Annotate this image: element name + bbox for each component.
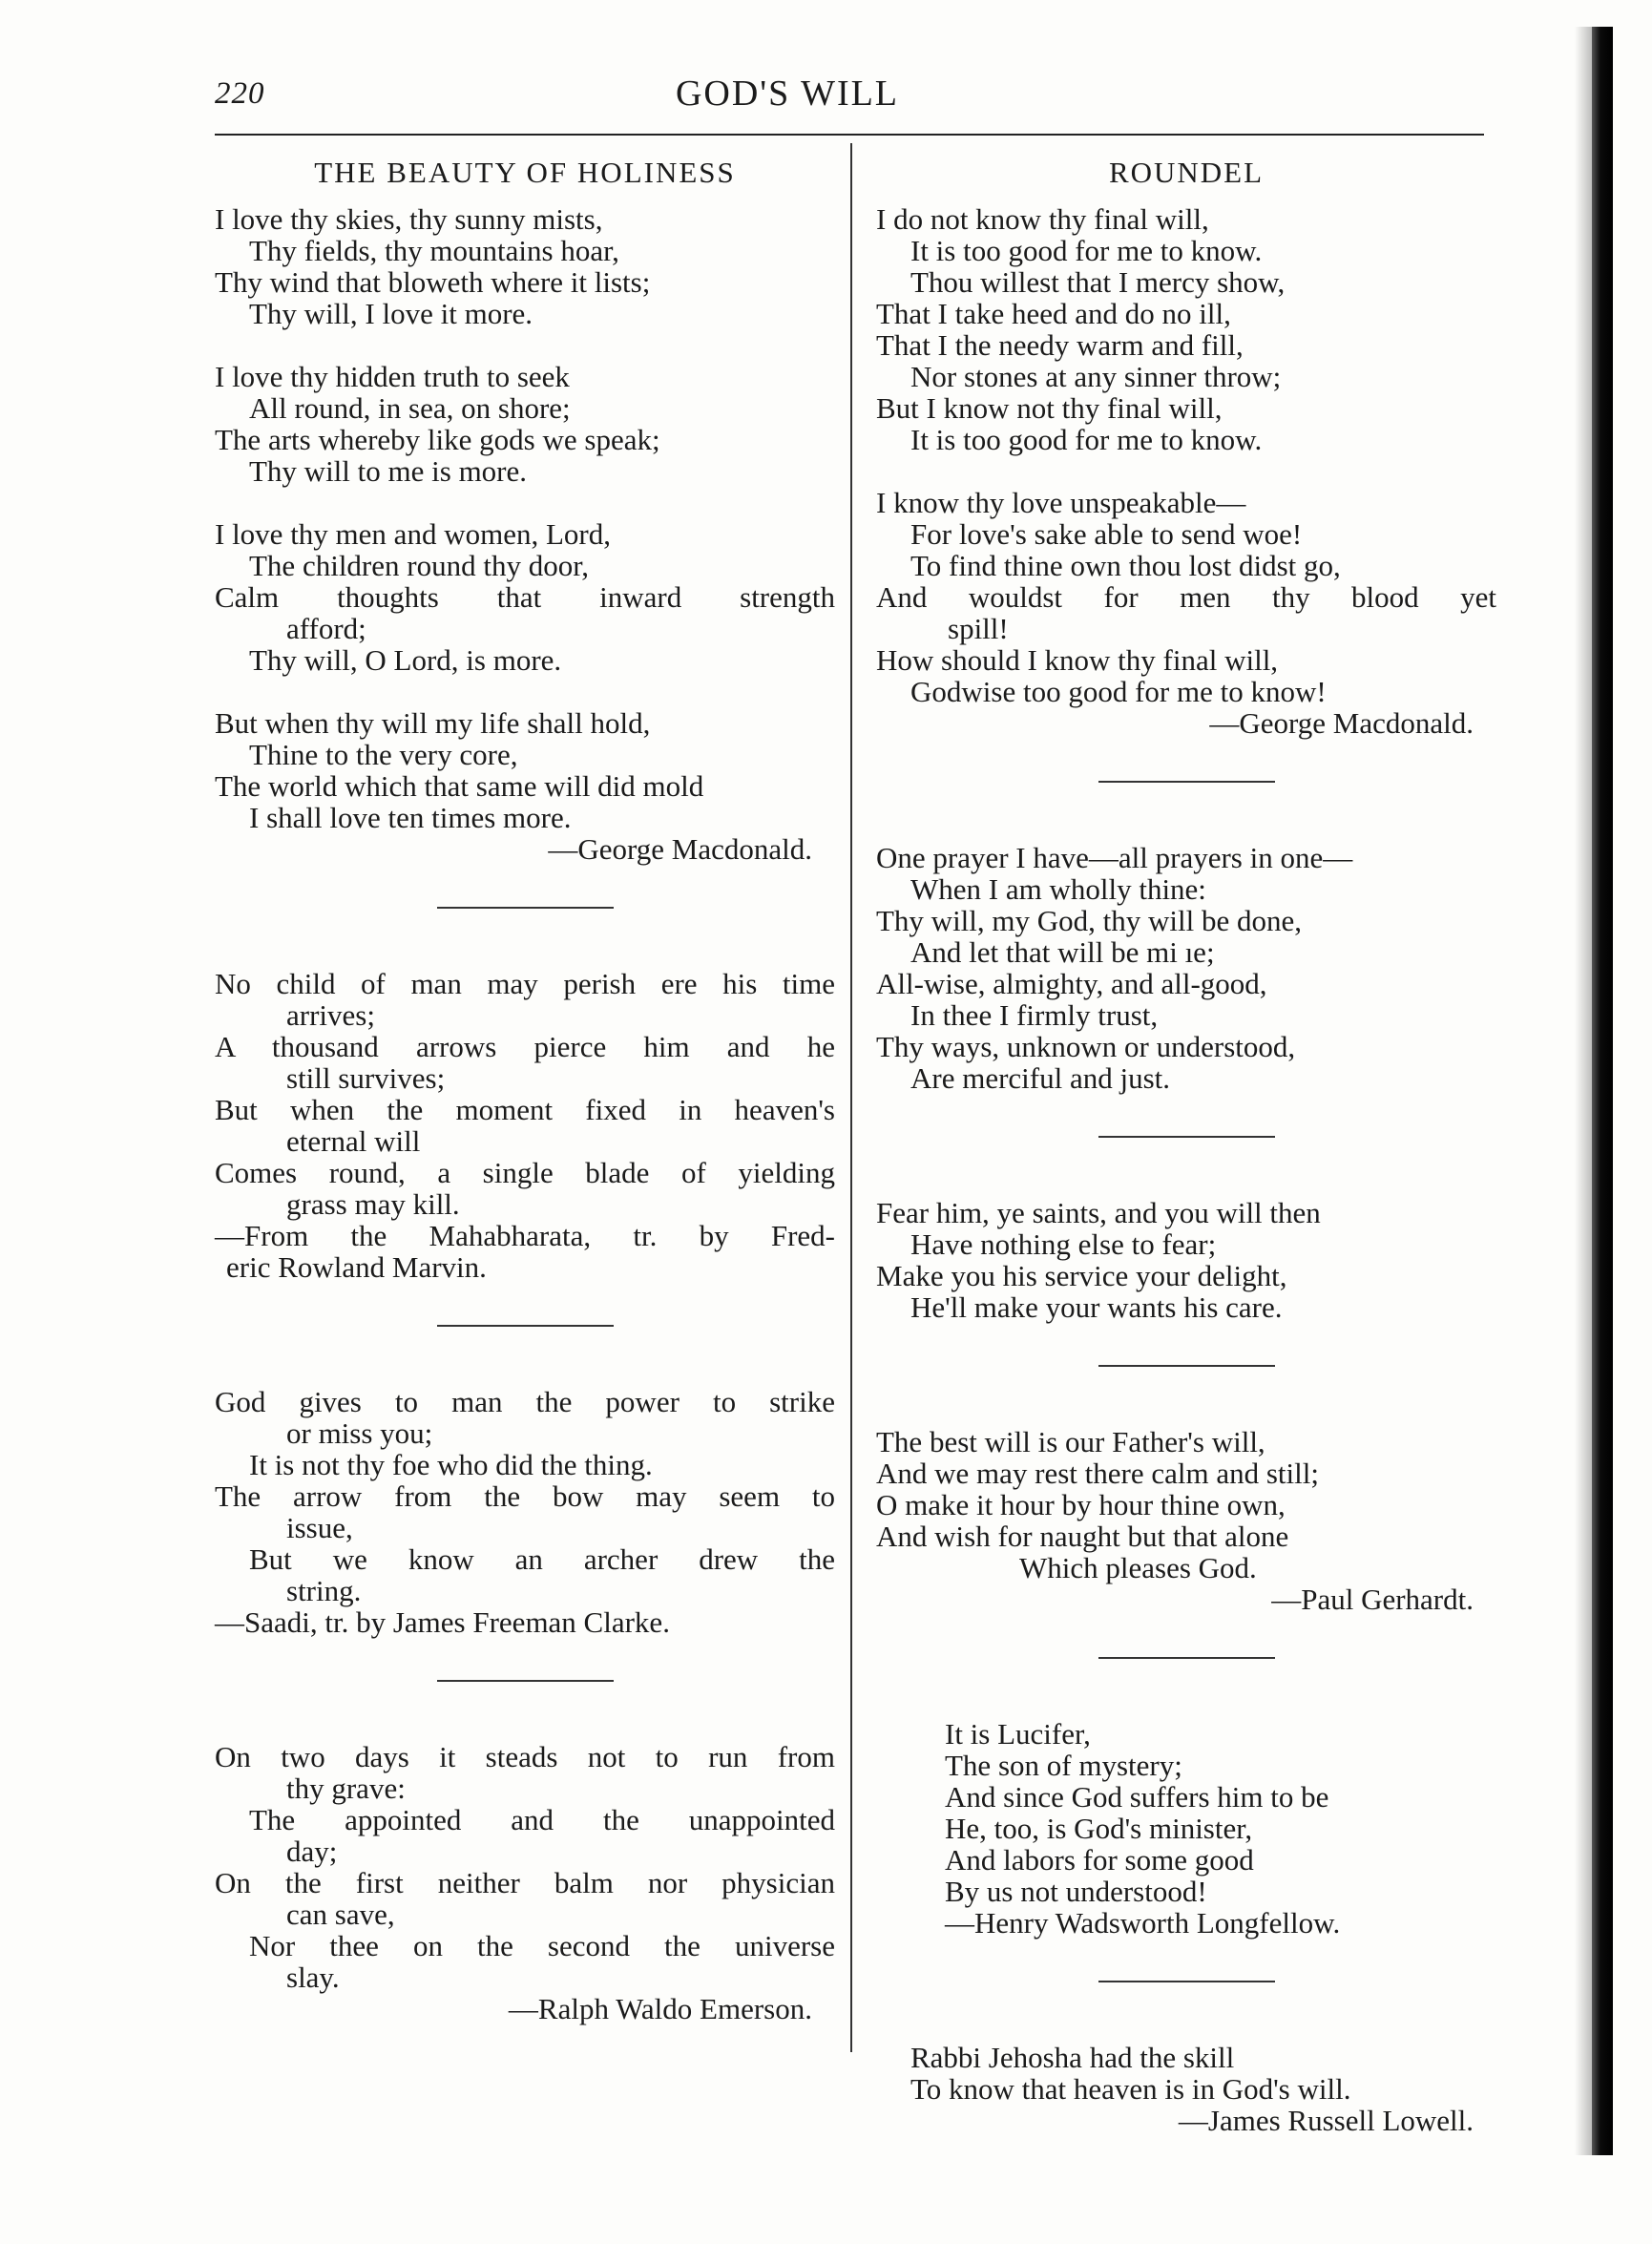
verse-line: On two days it steads not to run from (215, 1740, 835, 1773)
running-title: GOD'S WILL (675, 73, 900, 114)
verse-line-continuation: arrives; (286, 998, 375, 1032)
verse-line: And since God suffers him to be (945, 1780, 1329, 1814)
separator-rule (1098, 1365, 1275, 1367)
verse-line-continuation: thy grave: (286, 1772, 406, 1805)
verse-line: Have nothing else to fear; (910, 1227, 1217, 1261)
stanza (876, 1197, 1496, 1323)
verse-line: Thine to the very core, (249, 738, 518, 771)
verse-line: Make you his service your delight, (876, 1259, 1287, 1292)
verse-line: The appointed and the unappointed (249, 1803, 835, 1836)
verse-line: I love thy skies, thy sunny mists, (215, 202, 603, 236)
verse-line: I know thy love unspeakable— (876, 486, 1246, 519)
verse-line: And labors for some good (945, 1843, 1254, 1877)
attribution: —Paul Gerhardt. (1271, 1583, 1474, 1616)
verse-line-continuation: eternal will (286, 1124, 421, 1158)
verse-line: The children round thy door, (249, 549, 590, 582)
verse-line: When I am wholly thine: (910, 872, 1206, 906)
verse-line: Thy wind that bloweth where it lists; (215, 265, 651, 299)
verse-line: And wouldst for men thy blood yet (876, 580, 1496, 614)
attribution: —From the Mahabharata, tr. by Fred- (215, 1219, 835, 1252)
verse-line: Thy ways, unknown or understood, (876, 1030, 1296, 1063)
verse-line: A thousand arrows pierce him and he (215, 1030, 835, 1063)
stanza (876, 203, 1496, 455)
verse-line: It is not thy foe who did the thing. (249, 1448, 653, 1481)
separator-rule (437, 1680, 614, 1682)
verse-line-continuation: grass may kill. (286, 1187, 460, 1221)
verse-line: Comes round, a single blade of yielding (215, 1156, 835, 1189)
stanza (876, 1718, 1496, 1939)
verse-line-continuation: day; (286, 1835, 338, 1868)
verse-line: But when the moment fixed in heaven's (215, 1093, 835, 1126)
verse-line: Nor stones at any sinner throw; (910, 360, 1282, 393)
page-edge-shadow (1575, 27, 1592, 2155)
verse-line: And wish for naught but that alone (876, 1520, 1289, 1553)
verse-line: How should I know thy final will, (876, 643, 1279, 677)
verse-line: For love's sake able to send woe! (910, 517, 1303, 551)
verse-line: By us not understood! (945, 1875, 1207, 1908)
page-binding-edge (1592, 27, 1613, 2155)
verse-line: But when thy will my life shall hold, (215, 706, 651, 740)
verse-line: He'll make your wants his care. (910, 1290, 1283, 1324)
verse-line: In thee I firmly trust, (910, 998, 1159, 1032)
verse-line: The arts whereby like gods we speak; (215, 423, 660, 456)
verse-line: It is Lucifer, (945, 1717, 1091, 1751)
stanza (215, 361, 835, 487)
verse-line: Thy will to me is more. (249, 454, 528, 488)
verse-line-continuation: afford; (286, 612, 366, 645)
separator-rule (1098, 781, 1275, 783)
verse-line: The son of mystery; (945, 1749, 1182, 1782)
separator-rule (437, 1325, 614, 1327)
attribution: —Henry Wadsworth Longfellow. (945, 1906, 1341, 1940)
stanza (876, 1426, 1496, 1583)
stanza (215, 707, 835, 833)
verse-line: That I the needy warm and fill, (876, 328, 1244, 362)
separator-rule (437, 907, 614, 909)
verse-line: I do not know thy final will, (876, 202, 1209, 236)
column-divider (850, 143, 852, 2052)
verse-line: And let that will be mi ıe; (910, 935, 1215, 969)
poem-title: ROUNDEL (1108, 156, 1265, 189)
separator-rule (1098, 1136, 1275, 1138)
verse-line: It is too good for me to know. (910, 234, 1263, 267)
verse-line: The arrow from the bow may seem to (215, 1479, 835, 1513)
header-rule (215, 134, 1484, 136)
verse-line-continuation: spill! (948, 612, 1009, 645)
separator-rule (1098, 1657, 1275, 1659)
verse-line: Fear him, ye saints, and you will then (876, 1196, 1321, 1229)
stanza (215, 968, 835, 1283)
verse-line: I love thy hidden truth to seek (215, 360, 570, 393)
verse-line-continuation: can save, (286, 1898, 395, 1931)
verse-line: Calm thoughts that inward strength (215, 580, 835, 614)
attribution: —George Macdonald. (548, 832, 812, 866)
verse-line: Thy will, my God, thy will be done, (876, 904, 1303, 937)
verse-line-continuation: slay. (286, 1961, 340, 1994)
verse-line: To know that heaven is in God's will. (910, 2072, 1351, 2106)
verse-line: God gives to man the power to strike (215, 1385, 835, 1418)
attribution: —James Russell Lowell. (1178, 2104, 1474, 2137)
stanza (876, 487, 1496, 707)
verse-line: And we may rest there calm and still; (876, 1457, 1320, 1490)
verse-line: On the first neither balm nor physician (215, 1866, 835, 1899)
verse-line: He, too, is God's minister, (945, 1812, 1253, 1845)
attribution: —George Macdonald. (1209, 706, 1474, 740)
stanza (215, 518, 835, 676)
verse-line-continuation: issue, (286, 1511, 353, 1544)
verse-line: One prayer I have—all prayers in one— (876, 841, 1353, 874)
attribution: —Ralph Waldo Emerson. (508, 1992, 812, 2025)
stanza (876, 2042, 1496, 2105)
verse-line: Godwise too good for me to know! (910, 675, 1327, 708)
verse-line: All-wise, almighty, and all-good, (876, 967, 1267, 1000)
right-column (876, 153, 1496, 2136)
verse-line: That I take heed and do no ill, (876, 297, 1231, 330)
verse-line: Rabbi Jehosha had the skill (910, 2041, 1235, 2074)
verse-line: The best will is our Father's will, (876, 1425, 1265, 1458)
poem-title: THE BEAUTY OF HOLINESS (314, 156, 736, 189)
verse-line: Thy will, O Lord, is more. (249, 643, 562, 677)
verse-line: Nor thee on the second the universe (249, 1929, 835, 1962)
verse-line-continuation: or miss you; (286, 1416, 433, 1450)
verse-line: But we know an archer drew the (249, 1542, 835, 1576)
stanza (215, 1386, 835, 1638)
attribution: —Saadi, tr. by James Freeman Clarke. (215, 1605, 670, 1639)
verse-line: Are merciful and just. (910, 1061, 1171, 1095)
verse-line: But I know not thy final will, (876, 391, 1223, 425)
verse-line: All round, in sea, on shore; (249, 391, 571, 425)
verse-line: Thy fields, thy mountains hoar, (249, 234, 619, 267)
separator-rule (1098, 1981, 1275, 1982)
verse-line: I love thy men and women, Lord, (215, 517, 611, 551)
page-number: 220 (215, 76, 265, 111)
stanza (215, 203, 835, 329)
verse-line: Which pleases God. (1019, 1551, 1257, 1584)
verse-line-continuation: still survives; (286, 1061, 446, 1095)
verse-line: The world which that same will did mold (215, 769, 704, 803)
attribution-continuation: eric Rowland Marvin. (226, 1250, 487, 1284)
verse-line: I shall love ten times more. (249, 801, 572, 834)
verse-line: No child of man may perish ere his time (215, 967, 835, 1000)
stanza (876, 842, 1496, 1094)
verse-line: O make it hour by hour thine own, (876, 1488, 1286, 1521)
verse-line-continuation: string. (286, 1574, 362, 1607)
verse-line: It is too good for me to know. (910, 423, 1263, 456)
verse-line: Thou willest that I mercy show, (910, 265, 1286, 299)
stanza (215, 1741, 835, 1993)
verse-line: To find thine own thou lost didst go, (910, 549, 1341, 582)
left-column (215, 153, 835, 2024)
verse-line: Thy will, I love it more. (249, 297, 533, 330)
